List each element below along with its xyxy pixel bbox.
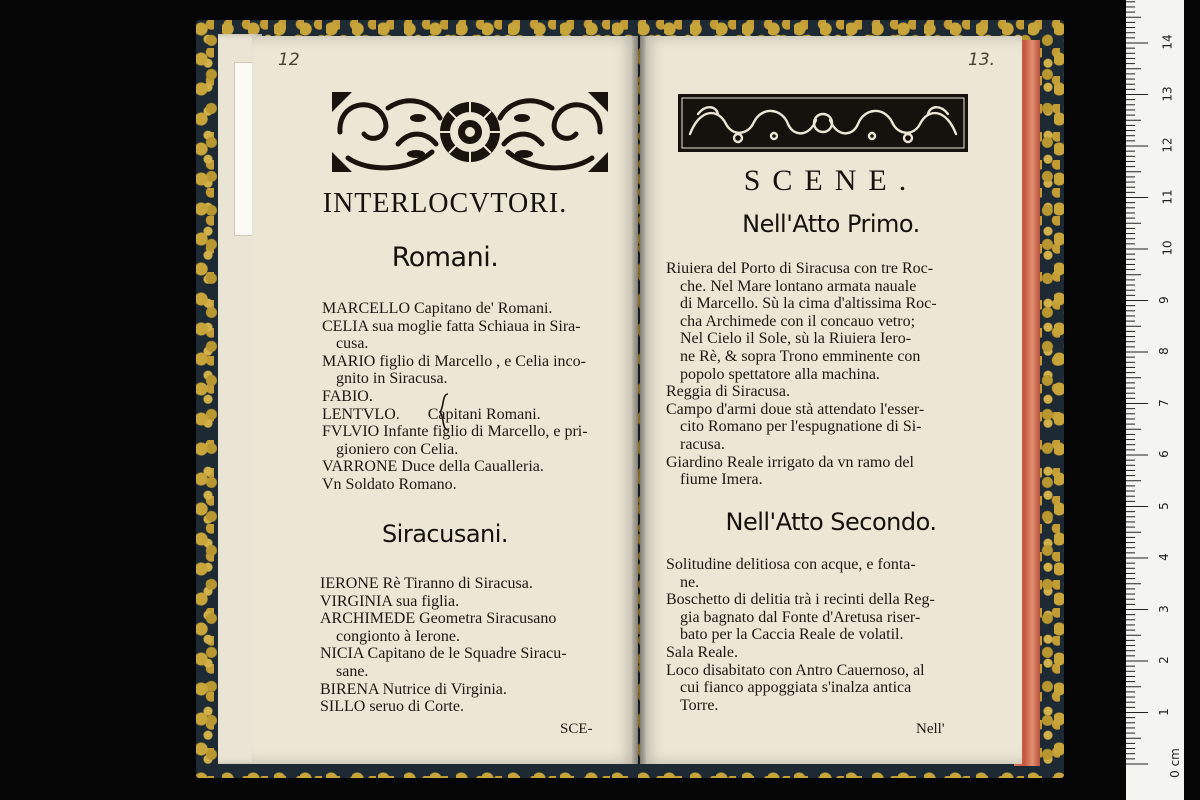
cast-line: VIRGINIA sua figlia. [320,592,460,610]
scene-line: Giardino Reale irrigato da vn ramo del [666,453,914,471]
woodcut-ornament-left [328,88,612,176]
cast-line: BIRENA Nutrice di Virginia. [320,680,507,698]
page-title-interlocutori: INTERLOCVTORI. [322,188,568,219]
catchword-right: Nell' [916,721,945,737]
section-heading-atto-secondo: Nell'Atto Secondo. [725,508,937,536]
ruler-label: 11 [1160,188,1175,205]
cast-line: LENTVLO. Capitani Romani. [322,405,541,423]
paper-strip [234,62,254,236]
ruler-label: 10 [1160,240,1175,256]
cast-line: gnito in Siracusa. [336,370,448,388]
right-page [640,36,1022,764]
cast-line: IERONE Rè Tiranno di Siracusa. [320,575,533,592]
scene-line: Loco disabitato con Antro Cauernoso, al [666,661,925,679]
ruler-label: 12 [1160,137,1175,153]
cast-line: CELIA sua moglie fatta Schiaua in Sira- [322,317,581,335]
cast-line: NICIA Capitano de le Squadre Siracu- [320,645,567,663]
cast-line: FVLVIO Infante figlio di Marcello, e pri- [322,423,588,441]
ruler-label: 13 [1160,85,1175,102]
scene-line: ne. [680,573,700,591]
ruler-label: 7 [1156,398,1171,407]
cast-line: MARIO figlio di Marcello , e Celia inco- [322,352,586,370]
ruler-label: 9 [1156,295,1171,304]
scene-line: Torre. [680,696,719,714]
scene-line: Sala Reale. [666,643,738,661]
atto-primo-scene-list [666,260,937,489]
ruler-label: 5 [1156,501,1171,510]
page-title-scene: SCENE. [743,164,919,197]
scene-line: cito Romano per l'espugnatione di Si- [680,418,922,436]
cast-line: Vn Soldato Romano. [322,475,457,493]
section-heading-romani: Romani. [391,242,499,273]
cast-line: FABIO. [322,387,373,405]
ruler-label: 0 cm [1167,748,1182,778]
ruler-label: 3 [1156,604,1171,613]
atto-secondo-scene-list [666,556,935,714]
scene-line: Nel Cielo il Sole, sù la Riuiera Iero- [680,330,912,348]
ruler-ticks [1126,0,1184,800]
scene-line: bato per la Caccia Reale de volatil. [680,626,904,644]
ruler-label: 6 [1156,450,1171,458]
scene-line: Campo d'armi doue stà attendato l'esser- [666,400,925,418]
scene-line: cha Archimede con il concauo vetro; [680,312,916,330]
page-number-right: 13. [968,50,996,70]
romani-cast-list [322,300,588,494]
woodcut-ornament-right [678,94,968,152]
left-page [252,36,638,764]
scene-line: che. Nel Mare lontano armata nauale [680,277,917,295]
book-gutter [632,36,646,764]
section-heading-atto-primo: Nell'Atto Primo. [742,210,920,238]
cast-line: ARCHIMEDE Geometra Siracusano [320,610,557,628]
scene-line: popolo spettatore alla machina. [680,365,880,383]
scene-line: Riuiera del Porto di Siracusa con tre Roc- [666,260,934,277]
cast-line: SILLO seruo di Corte. [320,698,464,716]
scene-line: Boschetto di delitia trà i recinti della Reg- [666,591,935,609]
cast-line: VARRONE Duce della Caualleria. [322,458,544,476]
cast-line: cusa. [336,335,369,353]
scene-line: di Marcello. Sù la cima d'altissima Roc- [680,295,937,313]
cast-line: MARCELLO Capitano de' Romani. [322,300,553,317]
scene-line: Solitudine delitiosa con acque, e fonta- [666,556,916,573]
section-heading-siracusani: Siracusani. [381,520,509,548]
scene-line: cui fianco appoggiata s'inalza antica [680,679,912,697]
siracusani-cast-list [320,575,567,716]
measurement-ruler [1126,0,1184,800]
page-number-left: 12 [278,50,300,70]
scene-line: fiume Imera. [680,471,763,489]
cast-line: congionto à Ierone. [336,627,460,645]
ruler-label: 4 [1156,553,1171,561]
ruler-label: 2 [1156,656,1171,664]
cast-line: sane. [336,662,369,680]
ruler-label: 8 [1156,347,1171,355]
catchword-left: SCE- [560,721,593,737]
brace-mark [438,392,454,432]
scene-line: ne Rè, & sopra Trono emminente con [680,347,921,365]
ruler-label: 14 [1160,34,1175,50]
ruler-label: 1 [1156,707,1171,716]
scene-line: Reggia di Siracusa. [666,383,790,401]
scene-line: gia bagnato dal Fonte d'Aretusa riser- [680,608,921,626]
scene-line: racusa. [680,435,725,453]
cast-line: gioniero con Celia. [336,440,459,458]
